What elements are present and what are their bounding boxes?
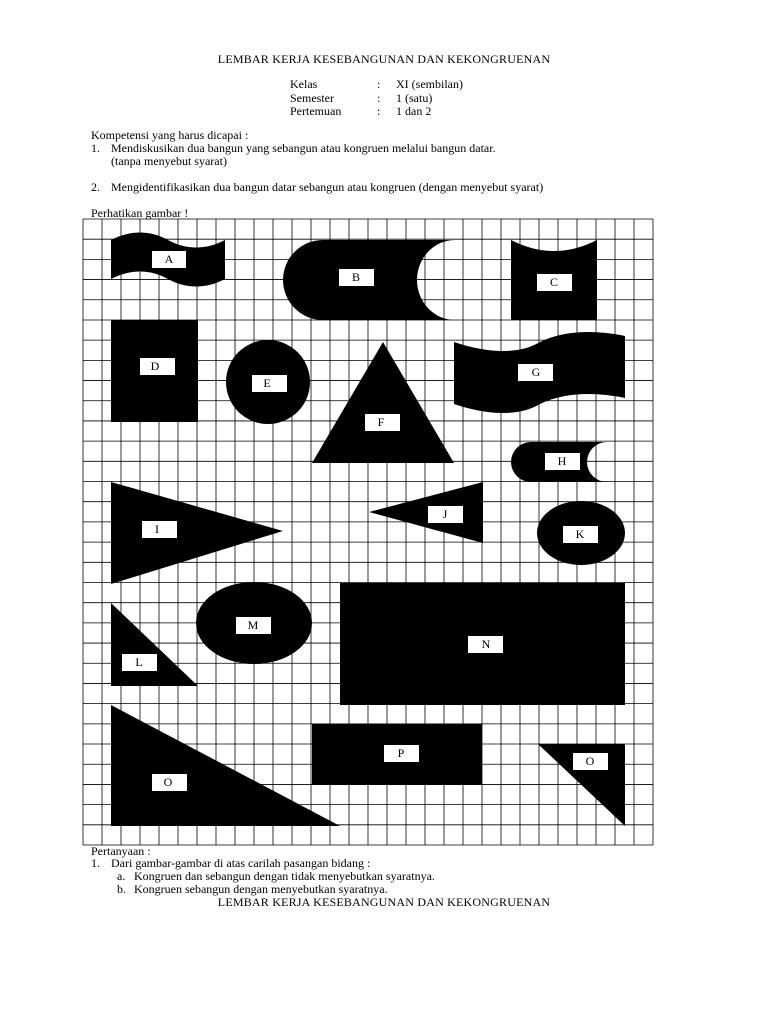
shape-label-d: D bbox=[150, 359, 160, 373]
question-text: Dari gambar-gambar di atas carilah pasangan bidang : bbox=[111, 856, 371, 870]
footer-title: LEMBAR KERJA KESEBANGUNAN DAN KEKONGRUENAN bbox=[217, 895, 551, 909]
shape-label-p: P bbox=[397, 746, 405, 760]
shape-label-e: E bbox=[263, 376, 271, 390]
info-label-semester: Semester bbox=[290, 91, 334, 105]
competency-number: 2. bbox=[91, 180, 100, 194]
shape-label-o-small: O bbox=[585, 754, 595, 768]
info-colon: : bbox=[377, 77, 381, 91]
shape-label-k: K bbox=[575, 527, 585, 541]
competency-note: (tanpa menyebut syarat) bbox=[111, 154, 227, 168]
competency-text: Mendiskusikan dua bangun yang sebangun atau kongruen melalui bangun datar. bbox=[111, 141, 496, 155]
shape-label-j: J bbox=[442, 507, 448, 521]
shape-label-c: C bbox=[549, 275, 559, 289]
shape-label-n: N bbox=[481, 637, 491, 651]
questions-heading: Pertanyaan : bbox=[91, 844, 151, 858]
shape-label-a: A bbox=[164, 252, 174, 266]
shape-label-f: F bbox=[377, 415, 385, 429]
shape-j bbox=[369, 482, 483, 543]
shape-label-m: M bbox=[247, 618, 259, 632]
shape-o-large bbox=[111, 705, 340, 826]
question-sub-letter: a. bbox=[117, 869, 126, 883]
page-title: LEMBAR KERJA KESEBANGUNAN DAN KEKONGRUENAN bbox=[217, 52, 551, 66]
info-value-semester: 1 (satu) bbox=[396, 91, 433, 105]
info-label-kelas: Kelas bbox=[290, 77, 318, 91]
shape-l bbox=[111, 603, 198, 686]
info-value-pertemuan: 1 dan 2 bbox=[396, 104, 432, 118]
question-number: 1. bbox=[91, 856, 100, 870]
question-sub-letter: b. bbox=[117, 882, 126, 896]
info-label-pertemuan: Pertemuan bbox=[290, 104, 342, 118]
competency-text: Mengidentifikasikan dua bangun datar sebangun atau kongruen (dengan menyebut syarat) bbox=[111, 180, 544, 194]
shape-label-o-large: O bbox=[163, 775, 173, 789]
competencies-heading: Kompetensi yang harus dicapai : bbox=[91, 128, 249, 142]
question-sub-text: Kongruen dan sebangun dengan tidak menyebutkan syaratnya. bbox=[134, 869, 435, 883]
info-colon: : bbox=[377, 91, 381, 105]
shape-label-l: L bbox=[135, 655, 143, 669]
shape-label-g: G bbox=[531, 365, 541, 379]
shape-label-h: H bbox=[557, 454, 567, 468]
info-value-kelas: XI (sembilan) bbox=[396, 77, 463, 91]
shape-label-i: I bbox=[155, 522, 159, 536]
info-colon: : bbox=[377, 104, 381, 118]
question-sub-text: Kongruen sebangun dengan menyebutkan syaratnya. bbox=[134, 882, 388, 896]
competency-number: 1. bbox=[91, 141, 100, 155]
figure-caption: Perhatikan gambar ! bbox=[91, 206, 189, 220]
shape-label-b: B bbox=[351, 270, 361, 284]
